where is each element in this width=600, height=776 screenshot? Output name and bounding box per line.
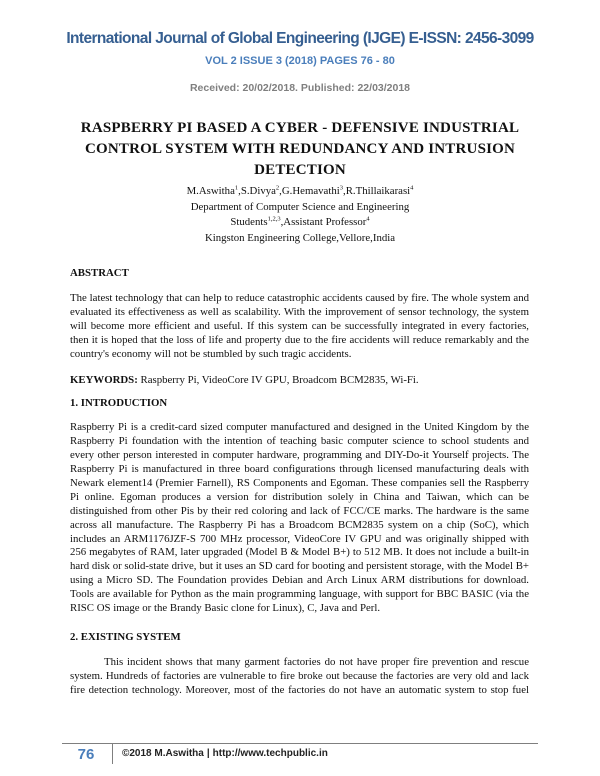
existing-system-heading: 2. EXISTING SYSTEM <box>70 631 181 643</box>
abstract-line: The latest technology that can help to reduce catastrophic accidents caused by fire. The whole system and <box>70 292 529 304</box>
existing-line: This incident shows that many garment factories do not have proper fire prevention and rescue <box>104 656 529 668</box>
footer-rule <box>62 743 538 744</box>
volume-info: VOL 2 ISSUE 3 (2018) PAGES 76 - 80 <box>205 55 395 67</box>
intro-line: Newark element14 (Premier Farnell), RS Components and Egoman. These companies sell the Raspberry <box>70 476 529 489</box>
page-number: 76 <box>77 746 95 763</box>
keywords-label: KEYWORDS: <box>70 374 138 386</box>
journal-title: International Journal of Global Engineering (IJGE) E-ISSN: 2456-3099 <box>66 30 534 47</box>
introduction-text <box>70 421 529 616</box>
intro-line: hard disk or solid-state drive, but it uses an SD card for booting and persistent storage, with the Model B+ <box>70 560 529 573</box>
intro-line: Raspberry Pi is manufactured in three board configurations through licensed manufacturing deals with <box>70 462 529 475</box>
college: Kingston Engineering College,Vellore,India <box>204 231 396 244</box>
intro-line: distinguished from other Pis by their red coloring and lack of FCC/CE marks. The hardware is the same <box>70 504 529 517</box>
abstract-line: evaluated its effectiveness as well as scalability. With the improvement of sensor technology, the system <box>70 305 529 318</box>
author-name: G.Hemavathi <box>281 185 340 197</box>
existing-system-text <box>70 656 529 698</box>
author-sup: 2 <box>275 184 280 192</box>
footer-text <box>122 748 328 759</box>
intro-line: includes an ARM1176JZF-S 700 MHz processor, VideoCore IV GPU and was originally shipped with <box>70 532 529 545</box>
keywords-text: Raspberry Pi, VideoCore IV GPU, Broadcom BCM2835, Wi-Fi. <box>137 374 419 386</box>
intro-line: 256 megabytes of RAM, later upgraded (Model B & Model B+) to 512 MB. It does not include a built-in <box>70 546 529 559</box>
intro-line: Tools are available for Python as the main programming language, with support for BBC BASIC (via the <box>70 588 529 601</box>
abstract-heading: ABSTRACT <box>70 267 129 279</box>
intro-line: Raspberry Pi is a credit-card sized computer manufactured and designed in the United Kingdom by the <box>70 421 529 433</box>
paper-title <box>40 118 560 181</box>
footer-separator: | <box>206 748 210 759</box>
intro-line: across all manufacture. The Raspberry Pi has a Broadcom BCM2835 system on a chip (SoC), which <box>70 518 529 531</box>
author-sup: 1 <box>234 184 239 192</box>
footer-divider <box>112 744 113 764</box>
abstract-line: will become more efficient and useful. If this system can be successfully integrated in every factories, <box>70 319 529 332</box>
abstract-text <box>70 292 529 362</box>
author-sup: 3 <box>339 184 343 192</box>
title-line: DETECTION <box>254 162 346 178</box>
intro-line: using a Micro SD. The Foundation provides Debian and Arch Linux ARM distributions for download. <box>70 574 529 587</box>
author-sup: 4 <box>410 184 414 192</box>
students-sup: 1,2,3 <box>267 215 281 223</box>
author-names: M.Aswitha$^1$,S.Divya$^2$,G.Hemavathi$^3$,R.Thillaikarasi$^4$ <box>186 184 414 197</box>
department: Department of Computer Science and Engineering <box>190 200 410 213</box>
title-line: RASPBERRY PI BASED A CYBER - DEFENSIVE INDUSTRIAL <box>80 120 520 136</box>
received-date: Received: 20/02/2018. Published: 22/03/2018 <box>189 82 411 94</box>
intro-line: Raspberry Pi foundation with the intention of teaching basic computer science to school students and <box>70 434 529 447</box>
assistant-sup: 4 <box>366 215 370 223</box>
footer-copyright: ©2018 M.Aswitha <box>122 748 204 759</box>
keywords <box>70 374 419 386</box>
assistant-label: Assistant Professor <box>283 216 367 228</box>
existing-line: fire detection technology. Moreover, most of the factories do not have an automatic system to stop fuel <box>70 683 529 696</box>
author-block <box>100 184 500 246</box>
introduction-heading: 1. INTRODUCTION <box>70 397 168 409</box>
abstract-line: country's economy will not be stumbled by such tragic accidents. <box>70 347 352 360</box>
roles: Students$^{1,2,3}$,Assistant Professor$^4$ <box>230 215 370 228</box>
title-line: CONTROL SYSTEM WITH REDUNDANCY AND INTRUSION <box>84 141 516 157</box>
author-name: R.Thillaikarasi <box>345 185 411 197</box>
students-label: Students <box>230 216 268 228</box>
intro-line: RISC OS image or the Brandy Basic clone for Linux), C, Java and Perl. <box>70 602 381 615</box>
footer-url[interactable]: http://www.techpublic.in <box>212 748 328 759</box>
abstract-line: then it is hoped that the loss of life and property due to the fire accidents will reduce remarkably and the <box>70 333 529 346</box>
author-name: S.Divya <box>240 185 276 197</box>
existing-line: system. Hundreds of factories are vulnerable to fire broke out because the factories are very old and lack <box>70 669 529 682</box>
intro-line: Pi online. Egoman produces a version for distribution solely in China and Taiwan, which can be <box>70 490 529 503</box>
author-name: M.Aswitha <box>186 185 235 197</box>
intro-line: every other person interested in computer hardware, programming and DIY-Do-it Yourself projects. The <box>70 448 529 461</box>
